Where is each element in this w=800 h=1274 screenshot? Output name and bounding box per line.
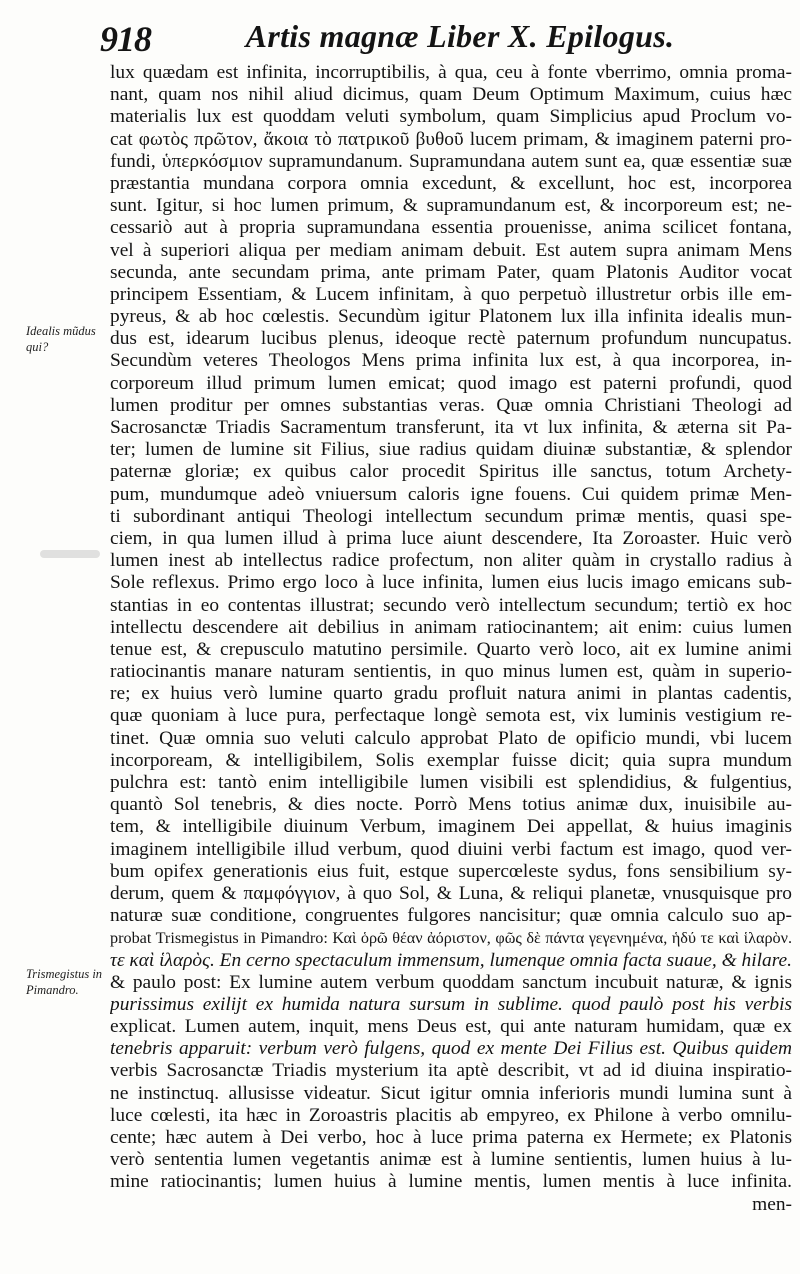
margin-note: Trismegistus in Pimandro. [26, 967, 103, 997]
text-line: re; ex huius verò lumine quarto gradu profluit natura animi in plantas cadentis, [110, 683, 792, 705]
text-line: luce cœlesti, ita hæc in Zoroastris placitis ab empyreo, ex Philone à verbo omnilu- [110, 1104, 792, 1126]
text-line: lumen proditur per omnes substantias veras. Quæ omnia Christiani Theologi ad [110, 394, 792, 416]
body-text [110, 62, 792, 1216]
text-line: Sacrosanctæ Triadis Sacramentum transferunt, ita vt lux infinita, & æterna sit Pa- [110, 417, 792, 438]
text-line: naturæ suæ conditione, congruentes fulgores nancisitur; quæ omnia calculo suo ap- [110, 905, 792, 927]
text-line: intellectu descendere ait debilius in animam ratiocinantem; ait enim: cuius lumen [110, 616, 792, 638]
text-line: cessariò aut à propria supramundana essentia prouenisse, anima scilicet fontana, [110, 217, 792, 239]
text-line: derum, quem & παμφόγγιον, à quo Sol, & Luna, & reliqui planetæ, vnusquisque pro [110, 882, 792, 904]
text-line: quantò Sol tenebris, & dies nocte. Porrò Mens totius animæ dux, inuisibile au- [110, 794, 792, 816]
text-line: ratiocinantis manare naturam sentientis, in quo minus lumen est, quàm in superio- [110, 661, 792, 683]
text-line: pyreus, & ab hoc cœlestis. Secundùm igitur Platonem lux illa infinita idealis mun- [110, 306, 792, 328]
text-line: ciem, in qua lumen illud à prima luce aiunt descendere, Ita Zoroaster. Huic verò [110, 527, 792, 549]
text-line: men- [752, 1193, 792, 1215]
text-line: principem Essentiam, & Lucem infinitam, à quo perpetuò illustretur orbis ille em- [110, 283, 792, 305]
text-line: materialis lux est quoddam veluti symbolum, quam Simplicius apud Proclum vo- [110, 106, 792, 128]
text-line: tem, & intelligibile diuinum Verbum, imaginem Dei appellat, & huius imaginis [110, 816, 792, 838]
text-line: tenebris apparuit: verbum verò fulgens, quod ex mente Dei Filius est. Quibus quidem [110, 1038, 792, 1060]
text-line: τε καὶ ἱλαρὸς. En cerno spectaculum immensum, lumenque omnia facta suaue, & hilare. [110, 949, 792, 971]
text-line: pum, mundumque adeò vniuersum caloris igne fouens. Cui quidem primæ Men- [110, 483, 792, 505]
margin-note: Idealis mũdus qui? [26, 324, 96, 354]
text-line: probat Trismegistus in Pimandro: Καὶ ὁρῶ θέαν ἀόριστον, φῶς δὲ πάντα γεγενημένα, ἡδύ τε καὶ ἱλαρὸν. [110, 929, 792, 948]
text-line: cat φωτὸς πρῶτον, ἄκοια τὸ πατρικοῦ βυθοῦ lucem primam, & imaginem paterni pro- [110, 128, 792, 150]
text-line: lumen inest ab intellectus radice profectum, non aliter quàm in crystallo radius à [110, 550, 792, 572]
text-line: purissimus exilijt ex humida natura sursum in sublime. quod paulò post his verbis [110, 993, 792, 1015]
text-line: pulchra est: tantò enim intelligibile lumen visibili est splendidius, & fulgentius, [110, 772, 792, 793]
text-line: nant, quam nos nihil aliud dicimus, quam Deum Optimum Maximum, cuius hæc [110, 84, 792, 106]
text-line: verbis Sacrosanctæ Triadis mysterium ita aptè describit, vt ad id diuina inspiratio- [110, 1060, 792, 1082]
text-line: tinet. Quæ omnia suo veluti calculo approbat Plato de opificio mundi, vbi lucem [110, 727, 792, 749]
text-line: tenue est, & crepusculo matutino persimile. Quarto verò loco, ait ex lumine animi [110, 638, 792, 660]
text-line: vel à superiori aliqua per mediam animam debuit. Est autem supra animam Mens [110, 239, 792, 261]
text-line: ter; lumen de lumine sit Filius, siue radius quidam diuinæ substantiæ, & splendor [110, 439, 792, 461]
text-line: & paulo post: Ex lumine autem verbum quoddam sanctum incubuit naturæ, & ignis [110, 971, 792, 993]
text-line: incorpoream, & intelligibilem, Solis exemplar fuisse dicit; quia supra mundum [110, 749, 792, 771]
page-header [100, 14, 780, 60]
text-line: stantias in eo contentas illustrat; secundo verò intellectum secundum; tertiò ex hoc [110, 594, 792, 616]
text-line: mine ratiocinantis; lumen huius à lumine mentis, lumen mentis à luce infinita. [110, 1171, 792, 1193]
text-line: dus est, idearum lucibus plenus, ideoque rectè paternum profundum nuncupatus. [110, 328, 792, 350]
text-line: lux quædam est infinita, incorruptibilis, à qua, ceu à fonte vberrimo, omnia proma- [110, 62, 792, 83]
text-line: sunt. Igitur, si hoc lumen primum, & supramundanum est, & incorporeum est; ne- [110, 195, 792, 217]
text-line: imaginem intelligibile illud verbum, quod diuini verbi factum est imago, quod ver- [110, 838, 792, 860]
text-line: quæ quoniam à luce pura, perfectaque longè semota est, vix luminis vestigium re- [110, 705, 792, 727]
text-line: secunda, ante secundam prima, ante primam Pater, quam Platonis Auditor vocat [110, 261, 792, 283]
text-line: fundi, ὑπερκόσμιον supramundanum. Supramundana autem sunt ea, quæ essentiæ suæ [110, 150, 792, 172]
text-line: ne instinctuq. allusisse videatur. Sicut igitur omnia inferioris mundi lumina sunt à [110, 1082, 792, 1104]
text-line: cente; hæc autem à Dei verbo, hoc à luce prima paterna ex Hermete; ex Platonis [110, 1127, 792, 1148]
text-line: bum opifex generationis eius fuit, estque supercœleste sydus, fons sensibilium sy- [110, 860, 792, 882]
text-line: ti subordinant antiqui Theologi intellectum secundum primæ mentis, quasi spe- [110, 505, 792, 527]
text-line: verò sententia lumen vegetantis animæ est à lumine sentientis, lumen huius à lu- [110, 1149, 792, 1171]
text-line: Secundùm veteres Theologos Mens prima infinita lux est, à qua incorporea, in- [110, 350, 792, 372]
text-line: præstantia mundana corpora omnia excedunt, & excellunt, hoc est, incorporea [110, 172, 792, 194]
text-line: Sole reflexus. Primo ergo loco à luce infinita, lumen eius lucis imago emicans sub- [110, 572, 792, 594]
margin-smudge [40, 550, 100, 558]
page-number: 918 [100, 19, 151, 59]
text-line: paternæ gloriæ; ex quibus calor procedit Spiritus ille sanctus, totum Archety- [110, 461, 792, 483]
text-line: corporeum illud primum lumen emicat; quod imago est paterni profundi, quod [110, 372, 792, 394]
text-line: explicat. Lumen autem, inquit, mens Deus est, qui ante naturam humidam, quæ ex [110, 1016, 792, 1038]
running-head: Artis magnæ Liber X. Epilogus. [245, 18, 675, 54]
